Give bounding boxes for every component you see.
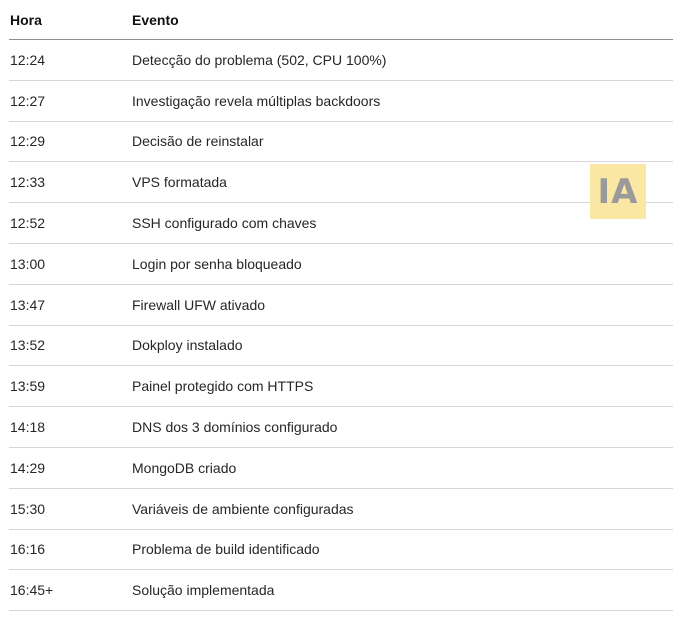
table-row <box>9 162 673 203</box>
row-time: 12:33 <box>10 174 46 191</box>
row-event: Firewall UFW ativado <box>132 296 266 313</box>
row-event: Investigação revela múltiplas backdoors <box>132 92 381 109</box>
row-event: Login por senha bloqueado <box>132 255 302 272</box>
ia-badge-icon: IA <box>590 164 646 219</box>
row-event: Dokploy instalado <box>132 337 243 354</box>
row-event: Variáveis de ambiente configuradas <box>132 500 354 517</box>
table-row <box>9 285 673 326</box>
table-row <box>9 407 673 448</box>
table-row <box>9 326 673 367</box>
table-row <box>9 448 673 489</box>
table-row <box>9 570 673 611</box>
table-row <box>9 122 673 163</box>
row-time: 15:30 <box>10 500 46 517</box>
row-time: 12:27 <box>10 92 46 109</box>
row-time: 13:00 <box>10 255 46 272</box>
table-row <box>9 366 673 407</box>
row-time: 13:59 <box>10 378 46 395</box>
row-event: Detecção do problema (502, CPU 100%) <box>132 51 387 68</box>
row-event: MongoDB criado <box>132 459 237 476</box>
row-event: SSH configurado com chaves <box>132 215 317 232</box>
row-event: DNS dos 3 domínios configurado <box>132 419 338 436</box>
row-event: Painel protegido com HTTPS <box>132 378 314 395</box>
row-time: 14:18 <box>10 419 46 436</box>
row-event: VPS formatada <box>132 174 227 191</box>
timeline-table <box>9 0 673 611</box>
table-row <box>9 530 673 571</box>
header-time: Hora <box>10 11 42 28</box>
row-event: Decisão de reinstalar <box>132 133 264 150</box>
row-time: 16:45+ <box>10 582 54 599</box>
row-time: 13:52 <box>10 337 46 354</box>
table-row <box>9 489 673 530</box>
row-time: 12:52 <box>10 215 46 232</box>
header-event: Evento <box>132 11 179 28</box>
table-row <box>9 203 673 244</box>
row-time: 13:47 <box>10 296 46 313</box>
row-time: 16:16 <box>10 541 46 558</box>
table-row <box>9 81 673 122</box>
table-row <box>9 40 673 81</box>
row-event: Problema de build identificado <box>132 541 320 558</box>
row-time: 12:29 <box>10 133 46 150</box>
table-row <box>9 244 673 285</box>
row-time: 14:29 <box>10 459 46 476</box>
table-header <box>9 0 673 40</box>
row-time: 12:24 <box>10 51 46 68</box>
row-event: Solução implementada <box>132 582 275 599</box>
